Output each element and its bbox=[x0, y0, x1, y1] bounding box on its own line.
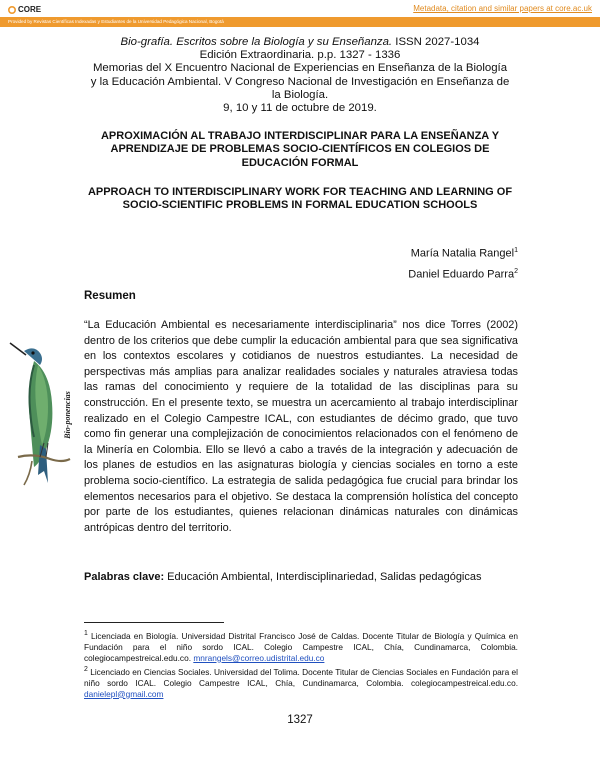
event-dates: 9, 10 y 11 de octubre de 2019. bbox=[223, 102, 377, 115]
author-list bbox=[408, 242, 518, 283]
journal-name: Bio-grafía. Escritos sobre la Biología y su Enseñanza. bbox=[120, 36, 393, 48]
journal-header bbox=[80, 36, 520, 115]
core-logo[interactable] bbox=[8, 5, 41, 14]
title-spanish: APROXIMACIÓN AL TRABAJO INTERDISCIPLINAR PARA LA ENSEÑANZA Y APRENDIZAJE DE PROBLEMAS SOCIO-CIENTÍFICOS EN COLEGIOS DE EDUCACIÓN FORMAL bbox=[100, 130, 500, 169]
core-metadata-link[interactable]: Metadata, citation and similar papers at core.ac.uk bbox=[413, 4, 592, 13]
footnote-2-email-link[interactable]: danielepl@gmail.com bbox=[84, 688, 164, 699]
footnote-1: $^1$ Licenciada en Biología. Universidad Distrital Francisco José de Caldas. Docente Titular de Biología y Química en Fundación para el niño sordo ICAL. Colegio Campestre ICAL, Chía, Cundinamarca, Colombia. colegiocampestreical.edu.co. mnrangels@correo.udistrital.edu.co bbox=[84, 630, 518, 663]
keywords-text: Educación Ambiental, Interdisciplinariedad, Salidas pedagógicas bbox=[164, 571, 482, 583]
provided-by-bar[interactable]: Provided by Revistas Científicas Indexadas y Estudiantes de la Universidad Pedagógica Nacional, Bogotá bbox=[0, 17, 600, 27]
journal-issn: ISSN 2027-1034 bbox=[392, 36, 480, 48]
footnotes bbox=[84, 628, 518, 700]
footnote-1-email-link[interactable]: mnrangels@correo.udistrital.edu.co bbox=[193, 652, 325, 663]
page-number: 1327 bbox=[287, 714, 313, 726]
title-english: APPROACH TO INTERDISCIPLINARY WORK FOR TEACHING AND LEARNING OF SOCIO-SCIENTIFIC PROBLEMS IN FORMAL EDUCATION SCHOOLS bbox=[87, 186, 513, 212]
event-line-1: Memorias del X Encuentro Nacional de Experiencias en Enseñanza de la Biología bbox=[92, 62, 508, 75]
keywords bbox=[84, 571, 482, 583]
author-1: María Natalia Rangel$^1$ bbox=[410, 247, 518, 260]
event-line-3: la Biología. bbox=[271, 88, 329, 101]
abstract-text: “La Educación Ambiental es necesariamente interdisciplinaria” nos dice Torres (2002) dentro de los criterios que debe cumplir la educación ambiental para que sea significativa en los contextos escolares y cotidianos de nuestros estudiantes. La necesidad de perspectivas más amplias para analizar realidades sociales y naturales atraviesa todas las ramas del conocimiento y requiere de la totalidad de las disciplinas para su construcción. En el presente texto, se muestra un acercamiento al trabajo interdisciplinar realizado en el Colegio Campestre ICAL, con estudiantes de décimo grado, que tuvo como fin generar una complejización de conocimientos relacionados con el fenómeno de la Minería en Colombia. Ello se llevó a cabo a través de la integración y adecuación de los planes de estudios en las asignaturas biología y ciencias sociales en torno a este problema socio-científico. La estrategia de salida pedagógica fue crucial para brindar los elementos necesarios para el objetivo. Se destaca la comprensión holística del concepto por parte de los estudiantes, quienes relacionan dinámicas naturales con dinámicas antrópicas dentro del territorio. bbox=[84, 319, 518, 534]
core-logo-text: CORE bbox=[18, 5, 42, 14]
edition-line: Edición Extraordinaria. p.p. 1327 - 1336 bbox=[199, 49, 401, 62]
author-2: Daniel Eduardo Parra$^2$ bbox=[408, 267, 518, 281]
footnote-divider bbox=[84, 622, 224, 623]
core-logo-icon bbox=[8, 6, 16, 14]
keywords-label: Palabras clave: bbox=[84, 571, 165, 583]
footnote-2: $^2$ Licenciado en Ciencias Sociales. Universidad del Tolima. Docente Titular de Ciencias Sociales en Fundación para el niño sordo ICAL. Colegio Campestre ICAL, Chía, Cundinamarca, Colombia. colegiocampestreical.edu.co. danielepl@gmail.com bbox=[84, 665, 518, 699]
hummingbird-logo-image bbox=[4, 325, 80, 500]
event-line-2: y la Educación Ambiental. V Congreso Nacional de Investigación en Enseñanza de bbox=[90, 75, 510, 88]
bio-ponencias-label: Bio-ponencias bbox=[63, 391, 72, 439]
resumen-heading: Resumen bbox=[84, 290, 136, 302]
